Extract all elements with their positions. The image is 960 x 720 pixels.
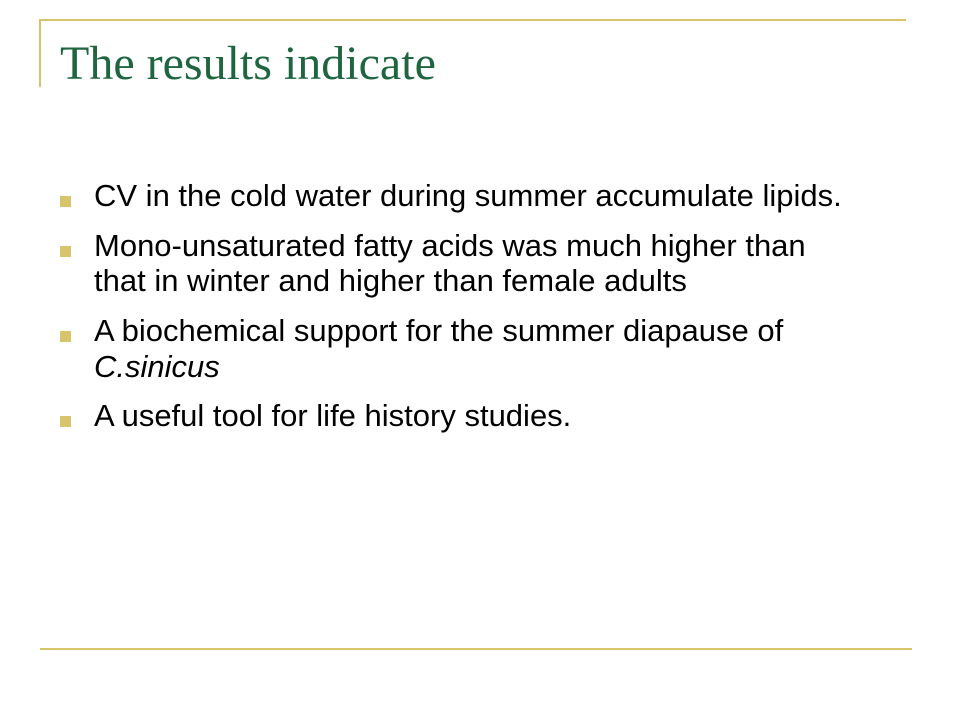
bullet-item: [60, 228, 860, 299]
square-bullet-icon: [60, 196, 71, 207]
bullet-item: [60, 313, 860, 384]
bullet-list: [60, 178, 860, 448]
bottom-rule: [40, 648, 912, 650]
bullet-text: Mono-unsaturated fatty acids was much higher than that in winter and higher than female adults: [94, 227, 806, 299]
species-name: C.sinicus: [94, 348, 220, 384]
bullet-text: CV in the cold water during summer accumulate lipids.: [94, 178, 842, 213]
bullet-item: [60, 398, 860, 434]
slide-title: The results indicate: [60, 37, 436, 90]
square-bullet-icon: [60, 416, 71, 427]
bullet-text: A biochemical support for the summer diapause of: [94, 312, 784, 348]
left-rule: [39, 19, 41, 87]
square-bullet-icon: [60, 331, 71, 342]
top-rule: [40, 19, 906, 21]
bullet-item: [60, 178, 860, 214]
bullet-text: A useful tool for life history studies.: [94, 398, 572, 434]
square-bullet-icon: [60, 246, 71, 257]
